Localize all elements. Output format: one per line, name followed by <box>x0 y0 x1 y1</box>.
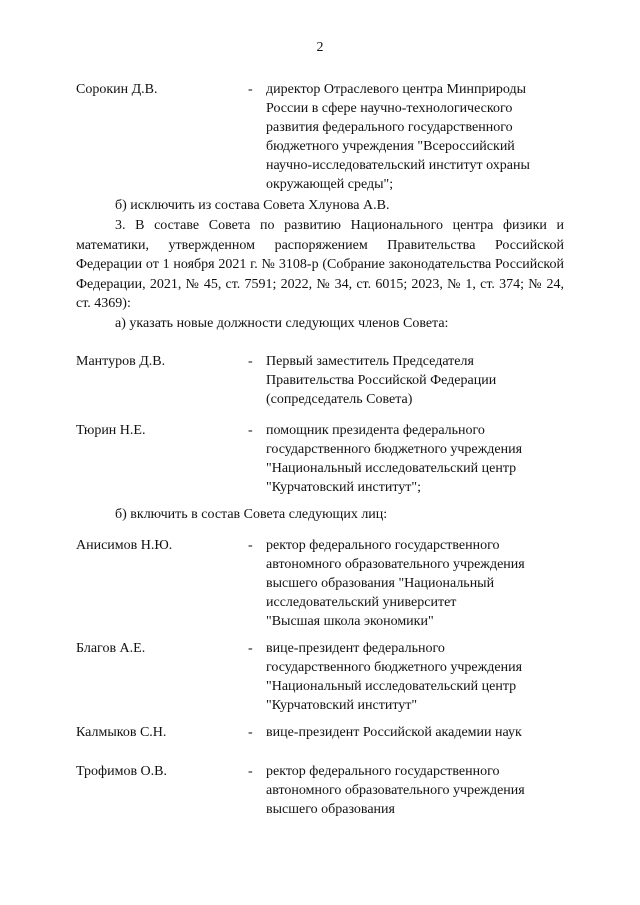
paragraph-new-positions: а) указать новые должности следующих членов Совета: <box>115 316 449 331</box>
member-role: Первый заместитель Председателя Правительства Российской Федерации (сопредседатель Совета) <box>266 354 497 407</box>
member-name: Анисимов Н.Ю. <box>76 538 173 553</box>
member-role: ректор федерального государственного автономного образовательного учреждения высшего образования <box>266 764 525 817</box>
member-dash: - <box>248 538 253 553</box>
paragraph-item-3: 3. В составе Совета по развитию Национального центра физики и математики, утвержденном распоряжением Правительства Российской Федерации от 1 ноября 2021 г. № 3108-р (Собрание законодательства Российской Федерации, 2021, № 45, ст. 7591; 2022, № 34, ст. 6015; 2023, № 1, ст. 374; № 24, ст. 4369): <box>76 218 564 311</box>
paragraph-include: б) включить в состав Совета следующих лиц: <box>115 507 388 522</box>
page-number: 2 <box>316 40 324 55</box>
member-dash: - <box>248 641 253 656</box>
member-name: Трофимов О.В. <box>76 764 167 779</box>
member-dash: - <box>248 725 253 740</box>
member-role: вице-президент Российской академии наук <box>266 725 522 740</box>
member-name: Благов А.Е. <box>76 641 146 656</box>
member-dash: - <box>248 423 253 438</box>
member-role: помощник президента федерального государственного бюджетного учреждения "Национальный исследовательский центр "Курчатовский институт"; <box>266 423 523 495</box>
member-name: Тюрин Н.Е. <box>76 423 146 438</box>
member-dash: - <box>248 354 253 369</box>
member-dash: - <box>248 764 253 779</box>
member-role: директор Отраслевого центра Минприроды России в сфере научно-технологического развития федерального государственного бюджетного учреждения "Всероссийский научно-исследовательский институт охраны окружающей среды"; <box>266 82 530 192</box>
member-role: вице-президент федерального государственного бюджетного учреждения "Национальный исследовательский центр "Курчатовский институт" <box>266 641 523 713</box>
member-dash: - <box>248 82 253 97</box>
member-name: Сорокин Д.В. <box>76 82 158 97</box>
member-name: Калмыков С.Н. <box>76 725 167 740</box>
paragraph-exclude: б) исключить из состава Совета Хлунова А.В. <box>115 198 390 213</box>
member-name: Мантуров Д.В. <box>76 354 166 369</box>
member-role: ректор федерального государственного автономного образовательного учреждения высшего образования "Национальный исследовательский университет "Высшая школа экономики" <box>266 538 525 629</box>
